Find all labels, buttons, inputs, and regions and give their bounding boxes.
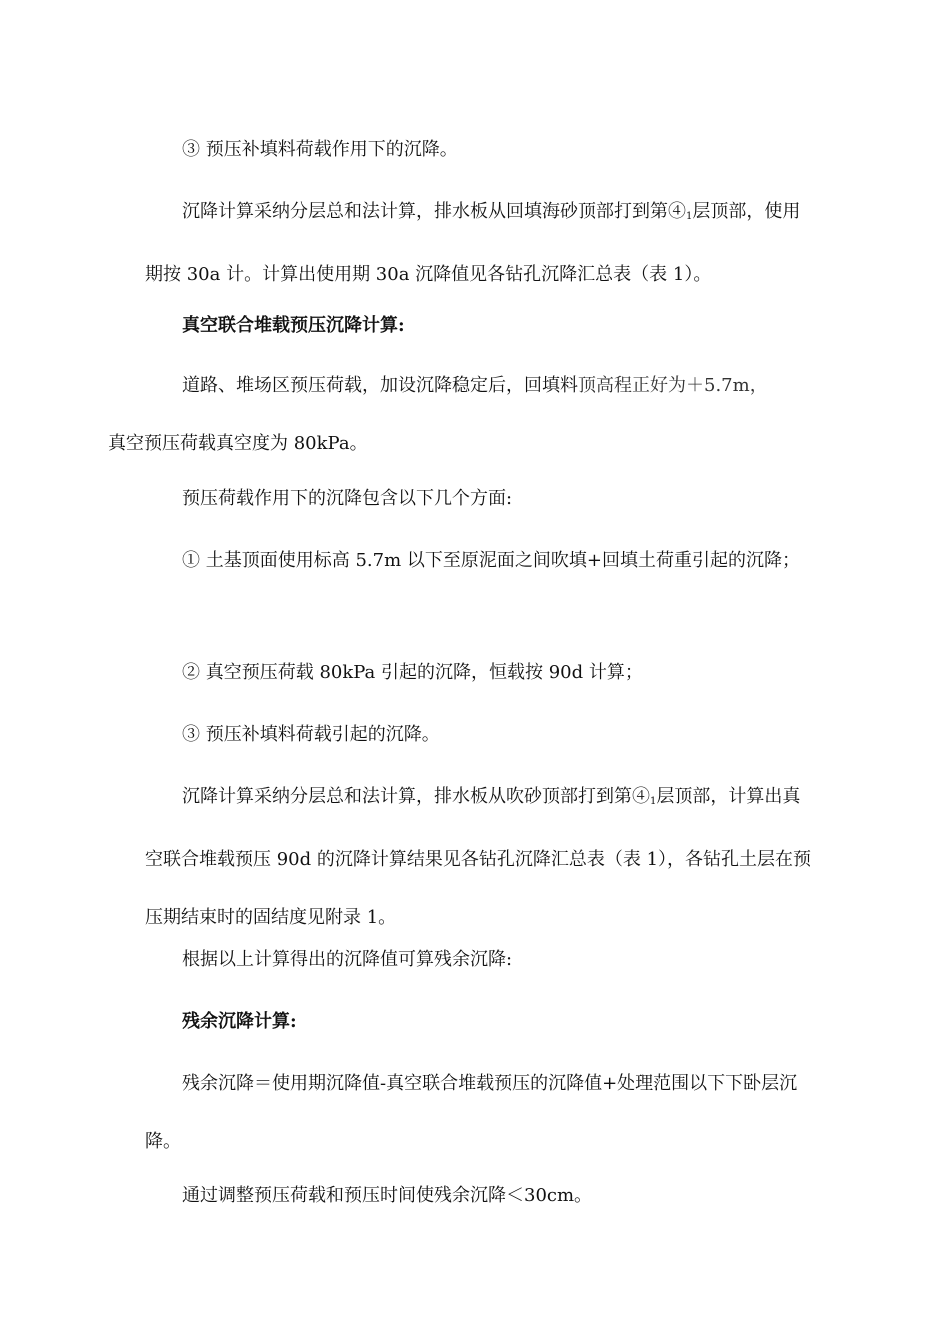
paragraph-text: 层顶部，计算出真空联合堆载预压 90d 的沉降计算结果见各钻孔沉降汇总表（表 1），各钻孔土层在预压期结束时的固结度见附录 1。	[145, 786, 812, 928]
paragraph-settlement-method-1	[145, 183, 815, 304]
paragraph-item-3	[145, 706, 815, 764]
paragraph-text: 沉降计算采纳分层总和法计算，排水板从吹砂顶部打到第④	[182, 786, 650, 807]
paragraph-text: ③ 预压补填料荷载作用下的沉降。	[182, 139, 458, 160]
paragraph-text: 根据以上计算得出的沉降值可算残余沉降:	[182, 949, 513, 970]
paragraph-text: 残余沉降＝使用期沉降值-真空联合堆载预压的沉降值+处理范围以下下卧层沉降。	[145, 1073, 798, 1152]
paragraph-text: 预压荷载作用下的沉降包含以下几个方面:	[182, 488, 513, 509]
paragraph-text: ② 真空预压荷载 80kPa 引起的沉降，恒载按 90d 计算；	[182, 662, 643, 683]
heading-text: 残余沉降计算:	[182, 1011, 297, 1032]
paragraph-text: ③ 预压补填料荷载引起的沉降。	[182, 724, 440, 745]
paragraph-residual-formula	[145, 1055, 815, 1171]
layer-subscript: 1	[650, 796, 657, 807]
paragraph-settlement-aspects	[145, 470, 815, 528]
heading-residual-settlement	[145, 993, 815, 1051]
paragraph-text: 道路、堆场区预压荷载，加设沉降稳定后，回填料	[182, 375, 578, 396]
paragraph-text: ① 土基顶面使用标高 5.7m 以下至原泥面之间吹填+回填土荷重引起的沉降；	[182, 550, 800, 571]
paragraph-residual-intro	[145, 931, 815, 989]
paragraph-item-2	[145, 644, 815, 702]
paragraph-text: 沉降计算采纳分层总和法计算，排水板从回填海砂顶部打到第④	[182, 201, 686, 222]
paragraph-text: 顶高程正好为＋5.7m，	[578, 375, 768, 396]
paragraph-text: 通过调整预压荷载和预压时间使残余沉降＜30cm。	[182, 1185, 593, 1206]
paragraph-item-1	[145, 532, 815, 590]
heading-vacuum-surcharge	[145, 297, 815, 355]
paragraph-settlement-method-2	[145, 768, 815, 947]
layer-subscript: 1	[686, 211, 693, 222]
paragraph-text: 层顶部，使用期按 30a 计。计算出使用期 30a 沉降值见各钻孔沉降汇总表（表 1）。	[145, 201, 801, 285]
paragraph-preload-load	[108, 357, 815, 473]
paragraph-preload-fill-settlement	[145, 121, 815, 179]
heading-text: 真空联合堆载预压沉降计算:	[182, 315, 405, 336]
paragraph-residual-target	[145, 1167, 815, 1225]
paragraph-text: 真空预压荷载真空度为 80kPa。	[108, 433, 368, 454]
